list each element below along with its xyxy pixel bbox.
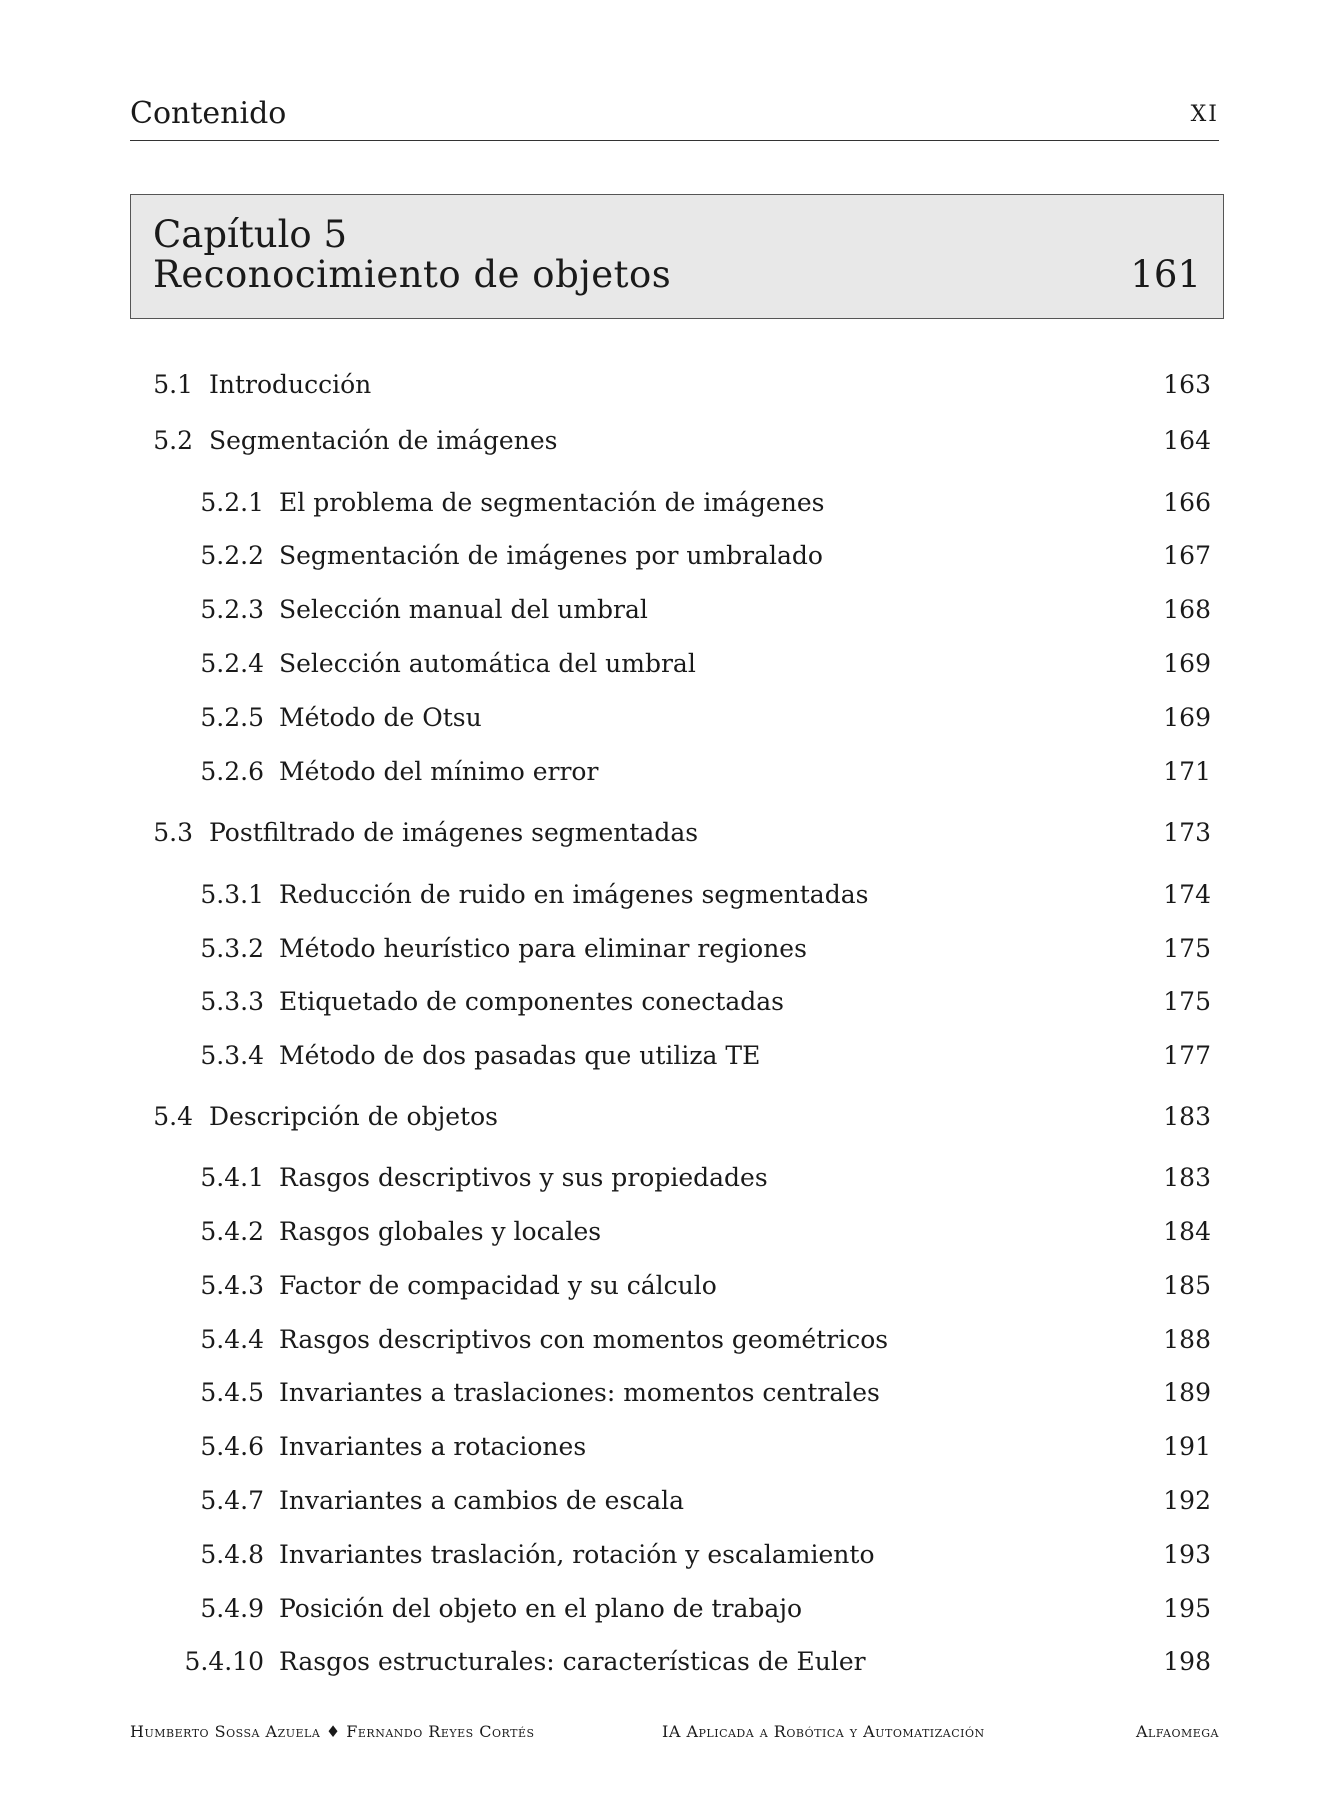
toc-entry-number: 5.3 [153,818,193,847]
toc-entry-number: 5.2.1 [200,488,264,517]
toc-entry-page: 166 [1163,488,1211,517]
footer-authors: Humberto Sossa Azuela ♦ Fernando Reyes Cortés [130,1722,535,1741]
toc-entry-number: 5.2.5 [200,703,264,732]
running-header-title: Contenido [130,96,287,131]
toc-entry-number: 5.2 [153,426,193,455]
toc-entry-title: Método del mínimo error [279,757,599,786]
toc-subsection-row [0,934,1339,968]
toc-subsection-row [0,757,1339,791]
toc-subsection-row [0,703,1339,737]
toc-entry-title: Factor de compacidad y su cálculo [279,1271,717,1300]
toc-entry-number: 5.2.2 [200,541,264,570]
toc-entry-number: 5.3.4 [200,1041,264,1070]
toc-entry-number: 5.4.1 [200,1163,264,1192]
chapter-page: 161 [1130,253,1201,296]
toc-entry-title: Método heurístico para eliminar regiones [279,934,807,963]
toc-entry-title: Rasgos estructurales: características de Euler [279,1647,866,1676]
toc-entry-page: 163 [1163,370,1211,399]
chapter-label: Capítulo 5 [153,213,347,256]
toc-entry-title: El problema de segmentación de imágenes [279,488,825,517]
toc-subsection-row [0,1486,1339,1520]
toc-subsection-row [0,1325,1339,1359]
page-footer [130,1722,1219,1746]
toc-entry-page: 193 [1163,1540,1211,1569]
toc-entry-title: Invariantes traslación, rotación y escalamiento [279,1540,875,1569]
toc-entry-page: 171 [1163,757,1211,786]
toc-subsection-row [0,1271,1339,1305]
toc-entry-page: 169 [1163,703,1211,732]
toc-entry-number: 5.4.7 [200,1486,264,1515]
toc-subsection-row [0,1041,1339,1075]
toc-entry-title: Etiquetado de componentes conectadas [279,987,784,1016]
toc-entry-title: Segmentación de imágenes [209,426,558,455]
toc-entry-page: 175 [1163,934,1211,963]
toc-entry-page: 185 [1163,1271,1211,1300]
toc-subsection-row [0,488,1339,522]
toc-section-row [0,1102,1339,1136]
toc-entry-number: 5.4.6 [200,1432,264,1461]
toc-entry-number: 5.4.4 [200,1325,264,1354]
toc-subsection-row [0,1163,1339,1197]
toc-entry-title: Invariantes a cambios de escala [279,1486,685,1515]
toc-entry-page: 184 [1163,1217,1211,1246]
toc-entry-title: Reducción de ruido en imágenes segmentadas [279,880,869,909]
toc-entry-number: 5.4.8 [200,1540,264,1569]
toc-entry-title: Segmentación de imágenes por umbralado [279,541,823,570]
toc-entry-title: Rasgos descriptivos y sus propiedades [279,1163,768,1192]
toc-entry-page: 175 [1163,987,1211,1016]
toc-subsection-row [0,541,1339,575]
toc-entry-page: 183 [1163,1102,1211,1131]
toc-entry-title: Invariantes a rotaciones [279,1432,587,1461]
footer-book-title: IA Aplicada a Robótica y Automatización [662,1722,985,1741]
chapter-title: Reconocimiento de objetos [153,253,672,296]
toc-subsection-row [0,1594,1339,1628]
toc-entry-page: 183 [1163,1163,1211,1192]
toc-subsection-row [0,1432,1339,1466]
toc-entry-title: Selección automática del umbral [279,649,696,678]
toc-section-row [0,818,1339,852]
toc-entry-number: 5.3.1 [200,880,264,909]
toc-entry-number: 5.4.10 [184,1647,264,1676]
toc-entry-title: Postfiltrado de imágenes segmentadas [209,818,699,847]
toc-entry-number: 5.2.4 [200,649,264,678]
toc-entry-title: Rasgos globales y locales [279,1217,602,1246]
toc-entry-page: 177 [1163,1041,1211,1070]
toc-subsection-row [0,1378,1339,1412]
page-number: XI [1190,102,1219,127]
toc-entry-number: 5.4 [153,1102,193,1131]
toc-entry-page: 174 [1163,880,1211,909]
toc-subsection-row [0,649,1339,683]
toc-entry-number: 5.3.2 [200,934,264,963]
toc-entry-title: Método de Otsu [279,703,482,732]
toc-entry-title: Invariantes a traslaciones: momentos centrales [279,1378,880,1407]
toc-entry-page: 189 [1163,1378,1211,1407]
toc-entry-number: 5.3.3 [200,987,264,1016]
toc-section-row [0,370,1339,404]
toc-entry-page: 195 [1163,1594,1211,1623]
toc-section-row [0,426,1339,460]
toc-entry-page: 191 [1163,1432,1211,1461]
toc-entry-page: 167 [1163,541,1211,570]
toc-entry-page: 188 [1163,1325,1211,1354]
chapter-heading-box [130,194,1224,319]
toc-entry-page: 168 [1163,595,1211,624]
toc-entry-title: Descripción de objetos [209,1102,498,1131]
toc-entry-number: 5.2.3 [200,595,264,624]
toc-entry-number: 5.2.6 [200,757,264,786]
toc-entry-title: Posición del objeto en el plano de trabajo [279,1594,803,1623]
toc-entry-page: 169 [1163,649,1211,678]
toc-entry-number: 5.4.9 [200,1594,264,1623]
toc-subsection-row [0,595,1339,629]
toc-entry-title: Método de dos pasadas que utiliza TE [279,1041,761,1070]
toc-entry-page: 173 [1163,818,1211,847]
toc-entry-number: 5.4.3 [200,1271,264,1300]
toc-subsection-row [0,1647,1339,1681]
toc-entry-page: 164 [1163,426,1211,455]
toc-subsection-row [0,1540,1339,1574]
toc-entry-number: 5.4.2 [200,1217,264,1246]
toc-subsection-row [0,880,1339,914]
toc-entry-page: 192 [1163,1486,1211,1515]
toc-entry-number: 5.1 [153,370,193,399]
toc-entry-title: Introducción [209,370,372,399]
running-header [130,96,1219,141]
toc-entry-number: 5.4.5 [200,1378,264,1407]
toc-subsection-row [0,1217,1339,1251]
toc-subsection-row [0,987,1339,1021]
toc-entry-page: 198 [1163,1647,1211,1676]
toc-entry-title: Rasgos descriptivos con momentos geométricos [279,1325,889,1354]
toc-entry-title: Selección manual del umbral [279,595,648,624]
footer-publisher: Alfaomega [1135,1722,1219,1741]
